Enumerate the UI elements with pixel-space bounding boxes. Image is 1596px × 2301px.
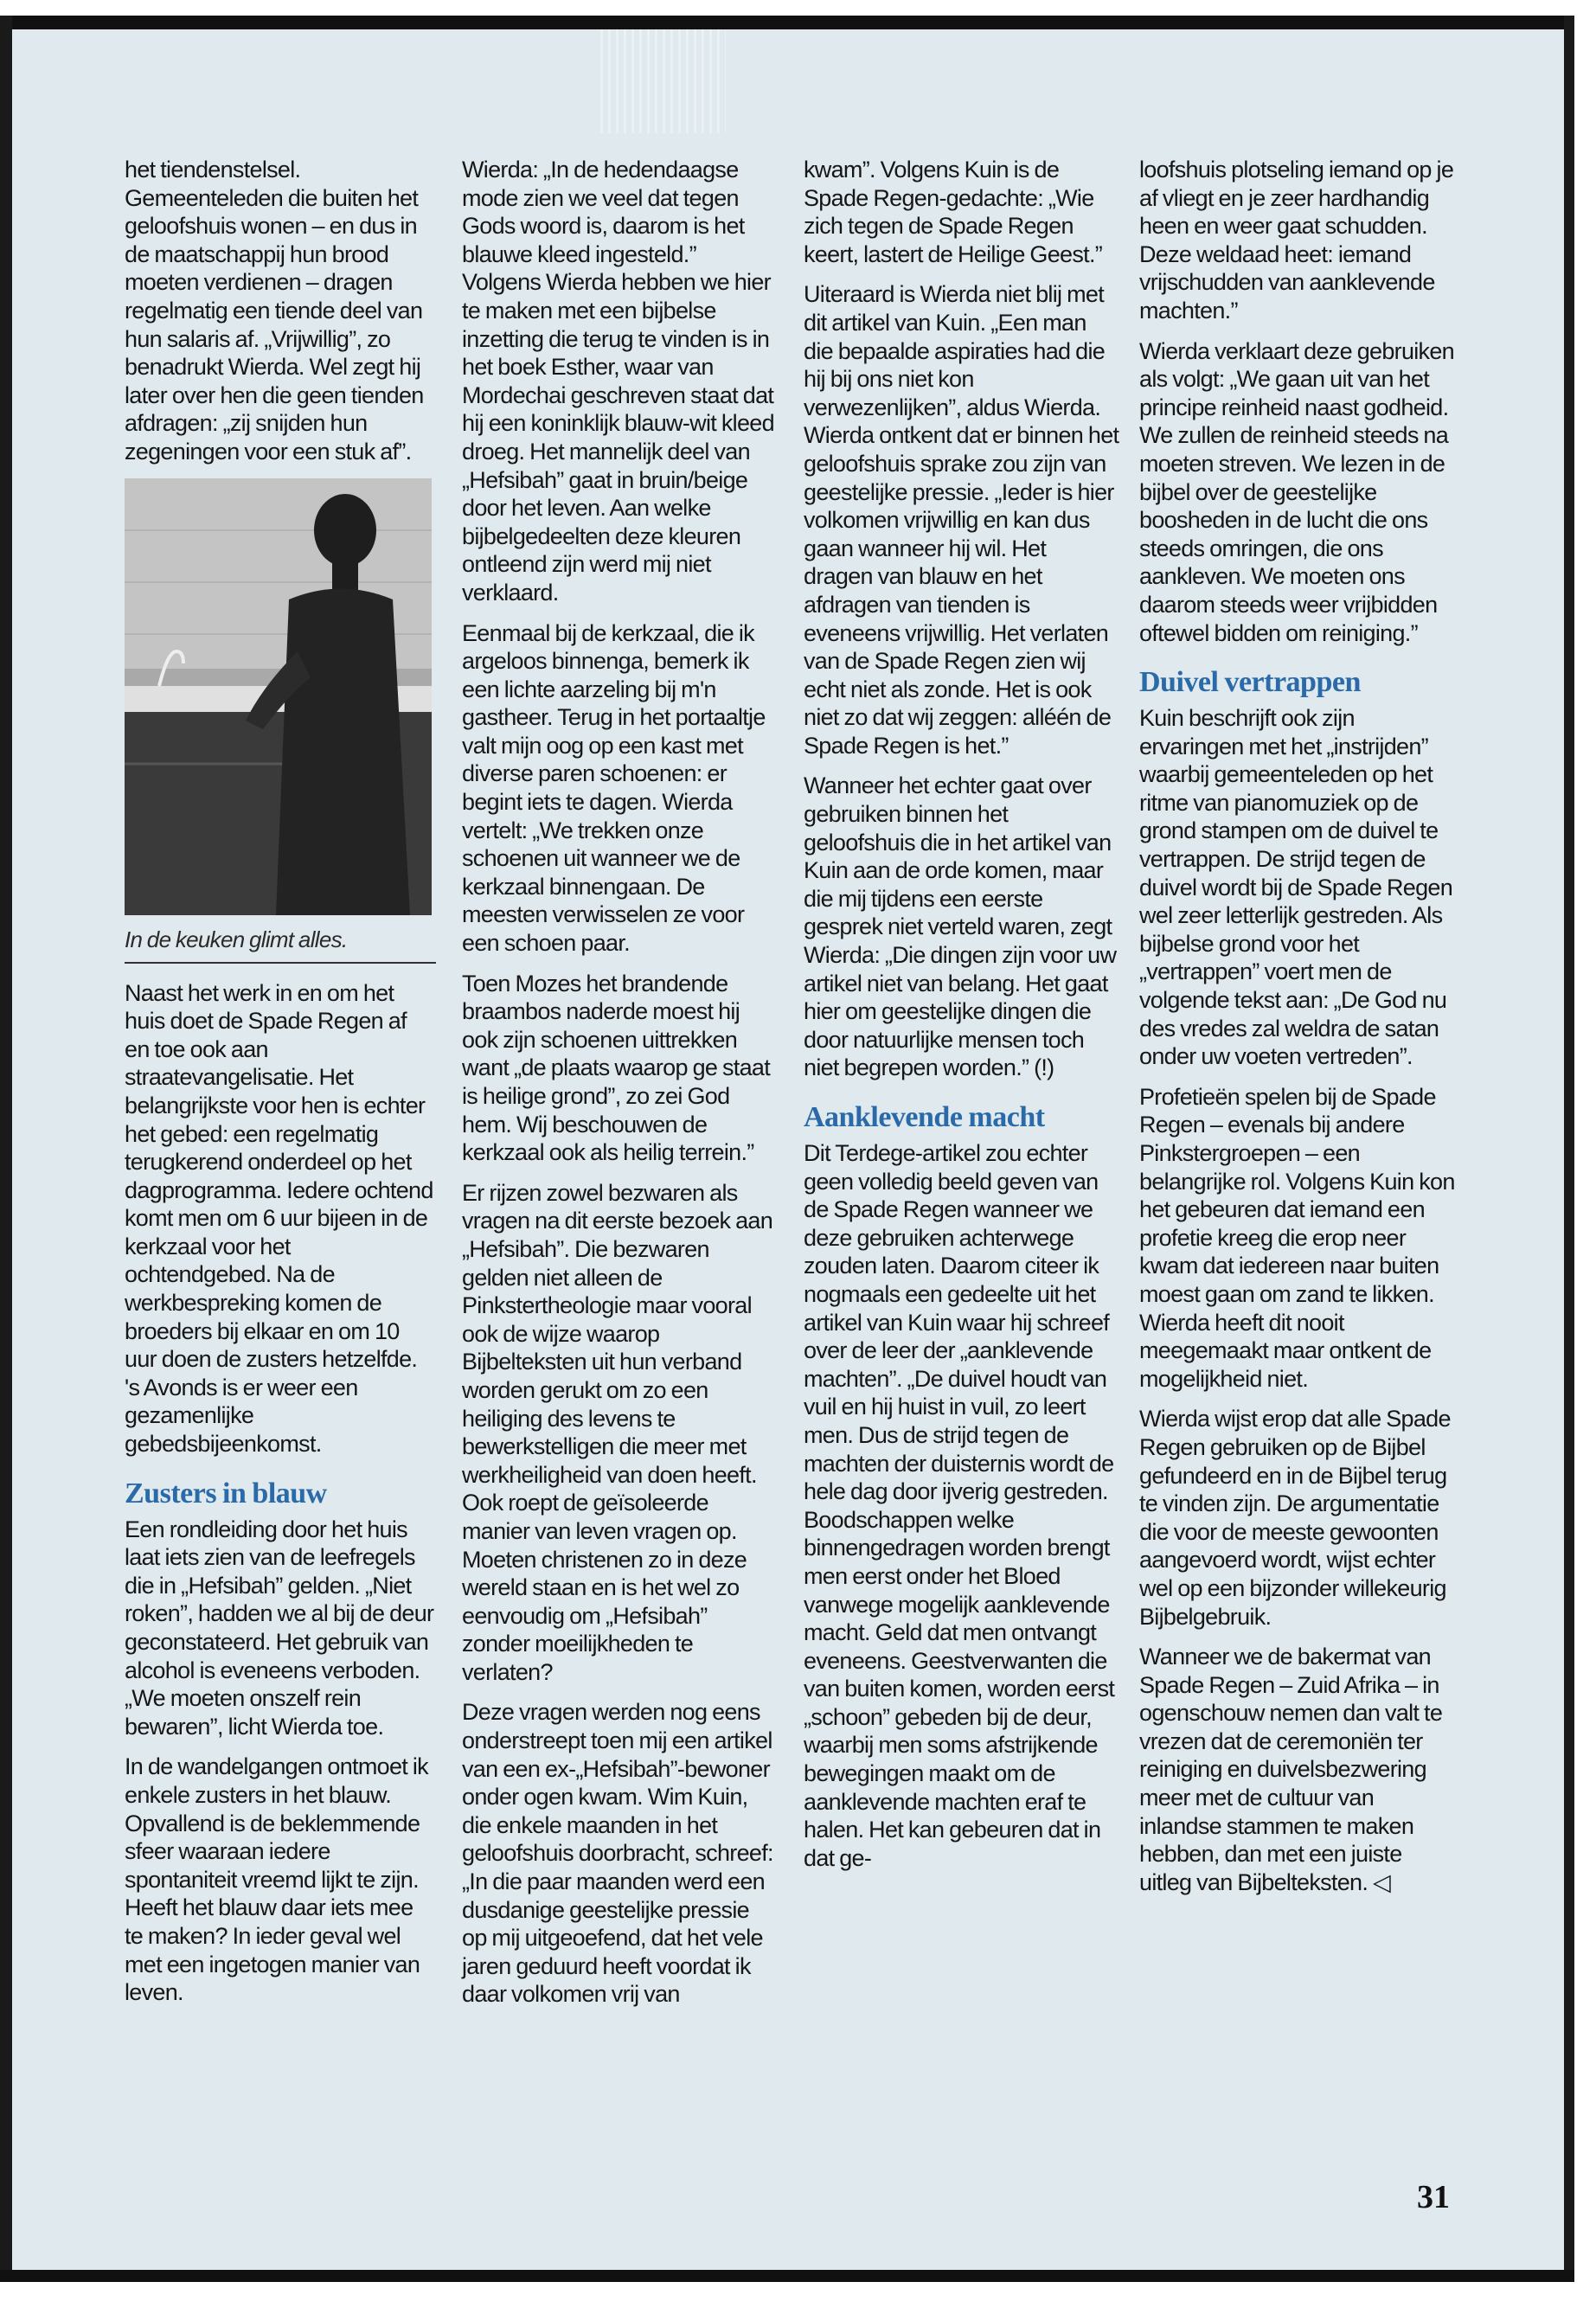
paragraph: In de wandelgangen ontmoet ik enkele zusters in het blauw. Opvallend is de beklemmende sfeer waaraan iedere spontaniteit vreemd lijkt te zijn. Heeft het blauw daar iets mee te maken? In ieder geval wel met een ingetogen manier van leven. — [125, 1753, 428, 2006]
scan-border-right — [1564, 16, 1574, 2282]
paragraph: Naast het werk in en om het huis doet de Spade Regen af en toe ook aan straatevangelisatie. Het belangrijkste voor hen is echter het gebed: een regelmatig terugkerend onderdeel op het dagprogramma. Iedere ochtend komt men om 6 uur bijeen in de kerkzaal voor het ochtendgebed. Na de werkbespreking komen de broeders bij elkaar en om 10 uur doen de zusters hetzelfde. 's Avonds is er weer een gezamenlijke gebedsbijeenkomst. — [125, 979, 433, 1458]
column-3 — [804, 156, 1119, 1884]
paragraph: Wierda verklaart deze gebruiken als volgt: „We gaan uit van het principe reinheid naast godheid. We zullen de reinheid steeds na moeten streven. We lezen in de bijbel over de geestelijke boosheden in de lucht die ons steeds omringen, die ons aankleven. We moeten ons daarom steeds weer vrijbidden oftewel bidden om reiniging.” — [1139, 337, 1454, 646]
column-4 — [1139, 156, 1455, 1908]
paragraph: Profetieën spelen bij de Spade Regen – evenals bij andere Pinkstergroepen – een belangrijke rol. Volgens Kuin kon het gebeuren dat iemand een profetie kreeg die erop neer kwam dat iedereen naar buiten moest gaan om zand te likken. Wierda heeft dit nooit meegemaakt maar ontkent de mogelijkheid niet. — [1139, 1083, 1455, 1392]
scan-border-bottom — [0, 2270, 1574, 2282]
section-heading: Duivel vertrappen — [1139, 666, 1361, 699]
paragraph: Deze vragen werden nog eens onderstreept toen mij een artikel van een ex-„Hefsibah”-bewoner onder ogen kwam. Wim Kuin, die enkele maanden in het geloofshuis doorbracht, schreef: „In die paar maanden werd een dusdanige geestelijke pressie op mij uitgeoefend, dat het vele jaren geduurd heeft voordat ik daar volkomen vrij van — [462, 1699, 773, 2008]
section-heading: Aanklevende macht — [804, 1101, 1045, 1133]
magazine-page — [12, 29, 1564, 2270]
paragraph: het tiendenstelsel. Gemeenteleden die buiten het geloofshuis wonen – en dus in de maatschappij hun brood moeten verdienen – dragen regelmatig een tiende deel van hun salaris af. „Vrijwillig”, zo benadrukt Wierda. Wel zegt hij later over hen die geen tienden afdragen: „zij snijden hun zegeningen voor een stuk af”. — [125, 157, 424, 465]
paragraph: Wanneer we de bakermat van Spade Regen – Zuid Afrika – in ogenschouw nemen dan valt te vrezen dat de ceremoniën ter reiniging en duivelsbezwering meer met de cultuur van inlandse stammen te maken hebben, dan met een juiste uitleg van Bijbelteksten. ◁ — [1139, 1644, 1443, 1895]
paragraph: Toen Mozes het brandende braambos naderde moest hij ook zijn schoenen uittrekken want „de plaats waarop ge staat is heilige grond”, zo zei God hem. Wij beschouwen de kerkzaal ook als heilig terrein.” — [462, 970, 771, 1166]
paragraph: Eenmaal bij de kerkzaal, die ik argeloos binnenga, bemerk ik een lichte aarzeling bij m'n gastheer. Terug in het portaaltje valt mijn oog op een kast met diverse paren schoenen: er begint iets te dagen. Wierda vertelt: „We trekken onze schoenen uit wanneer we de kerkzaal binnengaan. De meesten verwisselen ze voor een schoen paar. — [462, 619, 766, 957]
paragraph: Wierda: „In de hedendaagse mode zien we veel dat tegen Gods woord is, daarom is het blauwe kleed ingesteld.” Volgens Wierda hebben we hier te maken met een bijbelse inzetting die terug te vinden is in het boek Esther, waar van Mordechai geschreven staat dat hij een koninklijk blauw-wit kleed droeg. Het mannelijk deel van „Hefsibah” gaat in bruin/beige door het leven. Aan welke bijbelgedeelten deze kleuren ontleend zijn werd mij niet verklaard. — [462, 157, 774, 606]
paragraph: Wierda wijst erop dat alle Spade Regen gebruiken op de Bijbel gefundeerd en in de Bijbel terug te vinden zijn. De argumentatie die voor de meeste gewoonten aangevoerd wordt, wijst echter wel op een bijzonder willekeurig Bijbelgebruik. — [1139, 1406, 1451, 1630]
scan-border-top — [0, 16, 1574, 29]
paragraph: Kuin beschrijft ook zijn ervaringen met het „instrijden” waarbij gemeenteleden op het ritme van pianomuziek op de grond stampen om de duivel te vertrappen. De strijd tegen de duivel wordt bij de Spade Regen wel zeer letterlijk gestreden. Als bijbelse grond voor het „vertrappen” voert men de volgende tekst aan: „De God nu des vredes zal weldra de satan onder uw voeten vertreden”. — [1139, 705, 1453, 1070]
photo-caption: In de keuken glimt alles. — [125, 926, 436, 964]
column-1 — [125, 156, 436, 2019]
paragraph: Wanneer het echter gaat over gebruiken binnen het geloofshuis die in het artikel van Kuin aan de orde komen, maar die mij tijdens een eerste gesprek niet verteld waren, zegt Wierda: „Die dingen zijn voor uw artikel niet van belang. Het gaat hier om geestelijke dingen die door natuurlijke mensen toch niet begrepen worden.” (!) — [804, 772, 1117, 1081]
header-decoration — [600, 29, 726, 133]
paragraph: Er rijzen zowel bezwaren als vragen na dit eerste bezoek aan „Hefsibah”. Die bezwaren gelden niet alleen de Pinkstertheologie maar vooral ook de wijze waarop Bijbelteksten uit hun verband worden gerukt om zo een heiliging des levens te bewerkstelligen die meer met werkheiligheid van doen heeft. Ook roept de geïsoleerde manier van leven vragen op. Moeten christenen zo in deze wereld staan en is het wel zo eenvoudig om „Hefsibah” zonder moeilijkheden te verlaten? — [462, 1179, 773, 1685]
page-number: 31 — [1417, 2179, 1450, 2215]
paragraph: kwam”. Volgens Kuin is de Spade Regen-gedachte: „Wie zich tegen de Spade Regen keert, lastert de Heilige Geest.” — [804, 157, 1103, 267]
section-heading: Zusters in blauw — [125, 1477, 327, 1509]
paragraph: loofshuis plotseling iemand op je af vliegt en je zeer hardhandig heen en weer gaat schudden. Deze weldaad heet: iemand vrijschudden van aanklevende machten.” — [1139, 157, 1454, 324]
scan-border-left — [0, 16, 12, 2282]
kitchen-photo — [125, 478, 432, 915]
paragraph: Dit Terdege-artikel zou echter geen volledig beeld geven van de Spade Regen wanneer we deze gebruiken achterwege zouden laten. Daarom citeer ik nogmaals een gedeelte uit het artikel van Kuin waar hij schreef over de leer der „aanklevende machten”. „De duivel houdt van vuil en hij huist in vuil, zo leert men. Dus de strijd tegen de machten der duisternis wordt de hele dag door ijverig gestreden. Boodschappen welke binnengedragen worden brengt men eerst onder het Bloed vanwege mogelijk aanklevende macht. Geld dat men ontvangt eveneens. Geestverwanten die van buiten komen, worden eerst „schoon” gebeden bij de deur, waarbij men soms afstrijkende bewegingen maakt om de aanklevende machten eraf te halen. Het kan gebeuren dat in dat ge- — [804, 1140, 1115, 1871]
paragraph: Een rondleiding door het huis laat iets zien van de leefregels die in „Hefsibah” gelden. „Niet roken”, hadden we al bij de deur geconstateerd. Het gebruik van alcohol is eveneens verboden. „We moeten onszelf rein bewaren”, licht Wierda toe. — [125, 1516, 434, 1740]
paragraph: Uiteraard is Wierda niet blij met dit artikel van Kuin. „Een man die bepaalde aspiraties had die hij bij ons niet kon verwezenlijken”, aldus Wierda. Wierda ontkent dat er binnen het geloofshuis sprake zou zijn van geestelijke pressie. „Ieder is hier volkomen vrijwillig en kan dus gaan wanneer hij wil. Het dragen van blauw en het afdragen van tienden is eveneens vrijwillig. Het verlaten van de Spade Regen zien wij echt niet als zonde. Het is ook niet zo dat wij zeggen: alléén de Spade Regen is het.” — [804, 281, 1119, 759]
column-2 — [462, 156, 778, 2021]
